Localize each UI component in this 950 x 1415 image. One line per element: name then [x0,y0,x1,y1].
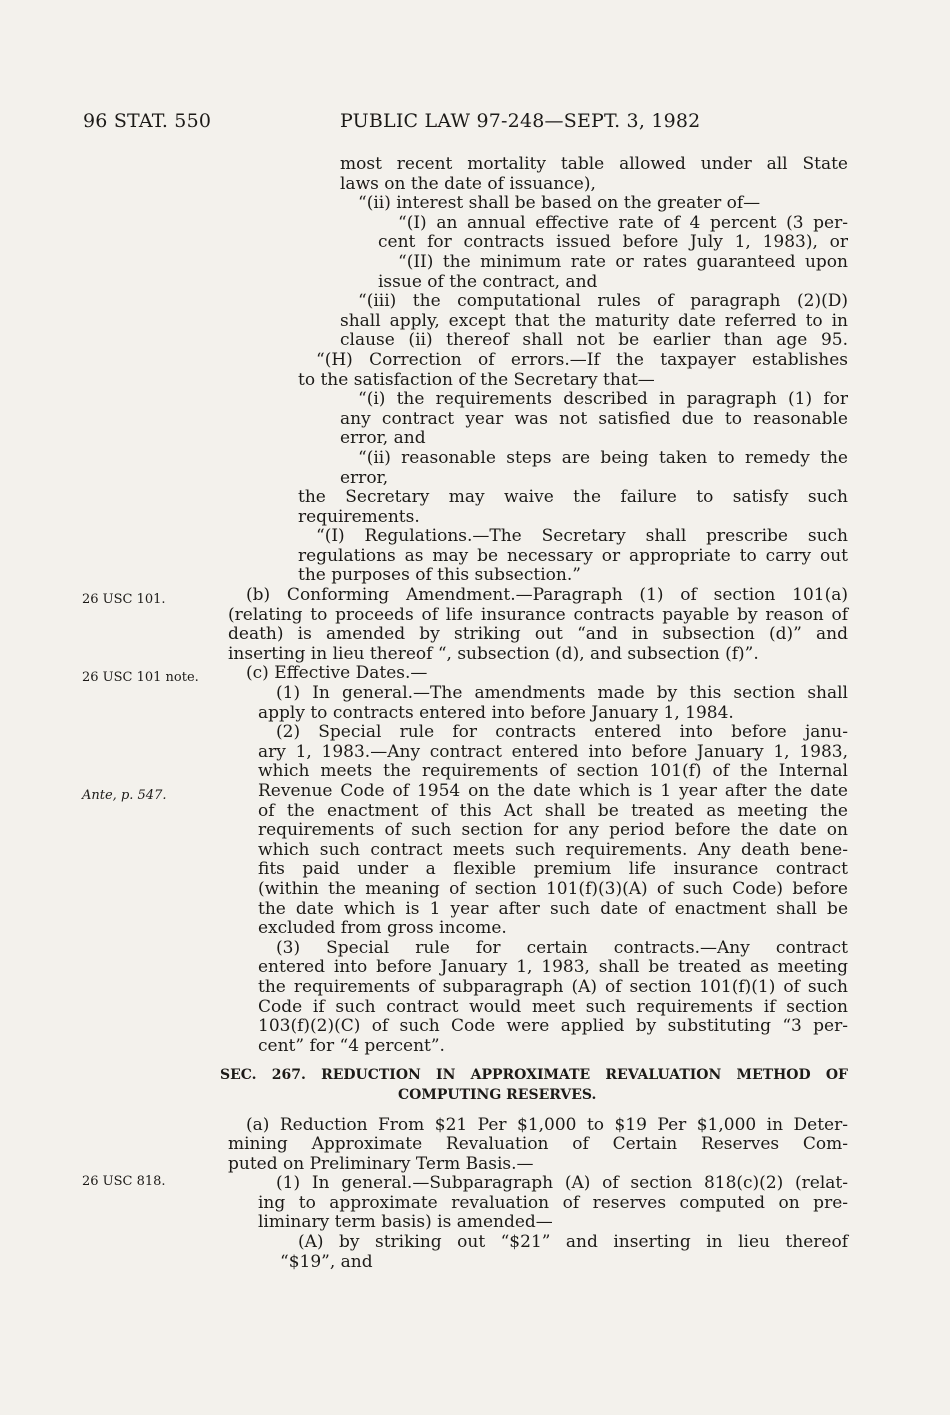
statute-page-number: 96 STAT. 550 [83,110,212,132]
text-line: (1) In general.—The amendments made by this section shall [276,683,848,704]
text-line: “(I) Regulations.—The Secretary shall prescribe such [316,526,848,547]
text-line: the purposes of this subsection.” [298,565,581,586]
text-line: entered into before January 1, 1983, shall be treated as meeting [258,957,848,978]
text-line: requirements. [298,506,420,527]
text-line: ary 1, 1983.—Any contract entered into before January 1, 1983, [258,741,848,762]
text-line: regulations as may be necessary or appropriate to carry out [298,545,848,566]
text-line: (2) Special rule for contracts entered into before janu- [276,722,848,743]
text-line: (a) Reduction From $21 Per $1,000 to $19 Per $1,000 in Deter- [246,1114,848,1135]
body-text [220,154,848,1272]
text-line: the requirements of subparagraph (A) of section 101(f)(1) of such [258,976,848,997]
text-line: (relating to proceeds of life insurance contracts payable by reason of [228,604,848,625]
text-line: issue of the contract, and [378,271,598,292]
text-line: excluded from gross income. [258,918,507,939]
text-line: the date which is 1 year after such date of enactment shall be [258,898,848,919]
text-line: shall apply, except that the maturity date referred to in [340,310,848,331]
text-line: (b) Conforming Amendment.—Paragraph (1) of section 101(a) [246,585,848,606]
text-line: 103(f)(2)(C) of such Code were applied by substituting “3 per- [258,1016,848,1037]
text-line: any contract year was not satisfied due to reasonable [340,408,848,429]
text-line: “(iii) the computational rules of paragraph (2)(D) [358,291,848,312]
text-line: error, [340,467,389,488]
text-line: mining Approximate Revaluation of Certain Reserves Com- [228,1134,848,1155]
text-line: requirements of such section for any period before the date on [258,820,848,841]
text-line: clause (ii) thereof shall not be earlier than age 95. [340,330,848,351]
margin-note: 26 USC 818. [82,1174,166,1189]
section-heading: SEC. 267. REDUCTION IN APPROXIMATE REVALUATION METHOD OF [220,1067,848,1084]
text-line: cent for contracts issued before July 1, 1983), or [378,232,848,253]
text-line: fits paid under a flexible premium life insurance contract [258,859,848,880]
text-line: most recent mortality table allowed under all State [340,154,848,174]
text-line: of the enactment of this Act shall be treated as meeting the [258,800,848,821]
margin-note: 26 USC 101. [82,592,166,607]
text-line: (1) In general.—Subparagraph (A) of section 818(c)(2) (relat- [276,1173,848,1194]
text-line: “(ii) interest shall be based on the greater of— [358,193,761,214]
text-line: which such contract meets such requirements. Any death bene- [258,839,848,860]
text-line: to the satisfaction of the Secretary that— [298,369,655,390]
text-line: “(II) the minimum rate or rates guaranteed upon [398,251,848,272]
text-line: (A) by striking out “$21” and inserting in lieu thereof [298,1232,848,1253]
text-line: error, and [340,428,426,449]
text-line: puted on Preliminary Term Basis.— [228,1153,534,1174]
text-line: the Secretary may waive the failure to satisfy such [298,487,848,508]
text-line: death) is amended by striking out “and in subsection (d)” and [228,624,848,645]
text-line: “(H) Correction of errors.—If the taxpayer establishes [316,349,848,370]
text-line: “(I) an annual effective rate of 4 percent (3 per- [398,212,848,233]
text-line: laws on the date of issuance), [340,173,596,194]
margin-note: 26 USC 101 note. [82,670,199,685]
text-line: Code if such contract would meet such requirements if section [258,996,848,1017]
margin-note: Ante, p. 547. [82,788,167,803]
text-line: which meets the requirements of section 101(f) of the Internal [258,761,848,782]
text-line: ing to approximate revaluation of reserves computed on pre- [258,1192,848,1213]
text-line: “(i) the requirements described in paragraph (1) for [358,389,848,410]
text-line: “$19”, and [280,1251,373,1272]
running-header: PUBLIC LAW 97-248—SEPT. 3, 1982 [340,110,701,132]
text-line: (3) Special rule for certain contracts.—Any contract [276,937,848,958]
text-line: “(ii) reasonable steps are being taken to remedy the [358,447,848,468]
section-heading: COMPUTING RESERVES. [398,1086,597,1103]
text-line: (within the meaning of section 101(f)(3)(A) of such Code) before [258,878,848,899]
text-line: cent” for “4 percent”. [258,1035,445,1056]
text-line: (c) Effective Dates.— [246,663,428,684]
text-line: inserting in lieu thereof “, subsection (d), and subsection (f)”. [228,643,759,664]
text-line: Revenue Code of 1954 on the date which is 1 year after the date [258,781,848,801]
text-line: liminary term basis) is amended— [258,1212,553,1233]
text-line: apply to contracts entered into before January 1, 1984. [258,702,734,723]
